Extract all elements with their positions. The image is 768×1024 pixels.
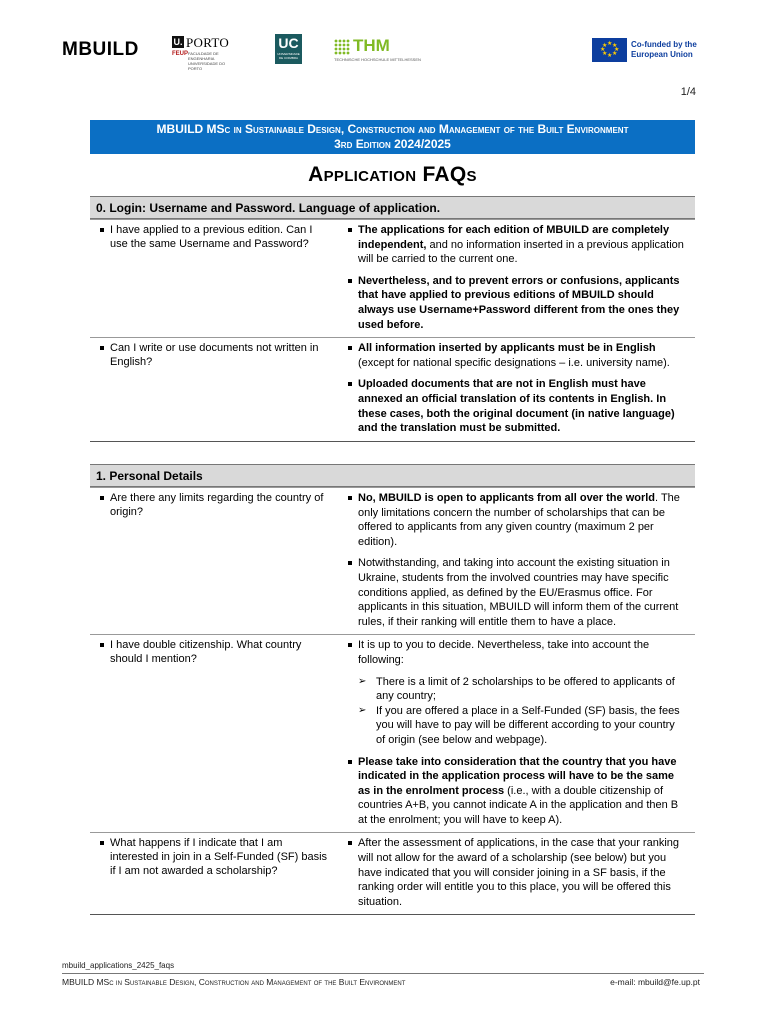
- answer-text: and no information inserted in a previous application will be carried to the current one.: [358, 238, 684, 266]
- answer-bold: Please take into consideration that the country that you have indicated in the application process will have to be the same as in the enrolment process: [358, 755, 677, 797]
- answer-item: [344, 223, 687, 267]
- arrow-bullet-icon: ➢: [358, 704, 367, 716]
- answer-bold: No, MBUILD is open to applicants from all over the world: [358, 492, 656, 504]
- program-banner: [90, 120, 695, 154]
- answer-bold: Nevertheless, and to prevent errors or confusions, applicants that have applied to previous editions of MBUILD should always use Username+Password different from the ones they used before.: [358, 274, 680, 331]
- table-row: [90, 337, 695, 441]
- section-heading: 0. Login: Username and Password. Language of application.: [90, 196, 695, 219]
- answer-cell: [338, 338, 695, 441]
- question-text: What happens if I indicate that I am interested in join in a Self-Funded (SF) basis if I am not awarded a scholarship?: [96, 836, 332, 878]
- page-number: 1/4: [680, 86, 696, 98]
- footer-email: e-mail: mbuild@fe.up.pt: [610, 977, 700, 987]
- table-row: [90, 487, 695, 634]
- uc-text: UC: [278, 35, 299, 51]
- answer-cell: [338, 635, 695, 832]
- answer-item: [344, 341, 687, 370]
- thm-text: THM: [353, 36, 390, 55]
- sub-item-text: If you are offered a place in a Self-Funded (SF) basis, the fees you will have to pay will be different according to your country of origin (see below and webpage).: [376, 704, 680, 746]
- eu-line1: Co-funded by the: [631, 40, 697, 49]
- answer-bold: All information inserted by applicants must be in English: [358, 342, 656, 355]
- question-text: I have applied to a previous edition. Can I use the same Username and Password?: [96, 223, 332, 251]
- table-row: [90, 634, 695, 832]
- footer-program-name: MBUILD MSc in Sustainable Design, Construction and Management of the Built Environment: [62, 977, 406, 987]
- uc-subtitle: UNIVERSIDADE DE COIMBRA: [277, 52, 300, 60]
- answer-item: [344, 755, 687, 828]
- arrow-bullet-icon: ➢: [358, 675, 367, 687]
- answer-item: After the assessment of applications, in the case that your ranking will not allow for the award of a scholarship (see below) but you have indicated that you will consider joining in a SF basis, if the ranking order will entitle you to this place, you will be offered this situation.: [344, 836, 687, 909]
- sub-list-item: [344, 675, 687, 704]
- thm-subtitle: TECHNISCHE HOCHSCHULE MITTELHESSEN: [334, 57, 421, 62]
- banner-line1: MBUILD MSc in Sustainable Design, Construction and Management of the Built Environment: [156, 122, 629, 136]
- question-cell: [90, 833, 338, 914]
- uporto-mark: U.: [173, 37, 183, 47]
- answer-text: (i.e., with a double citizenship of countries A+B, you cannot indicate A in the application and then B at the enrolment; you will have to keep A).: [358, 784, 679, 826]
- answer-bold: The applications for each edition of MBUILD are completely independent,: [358, 224, 670, 251]
- uporto-text: PORTO: [186, 35, 230, 50]
- answer-item: [344, 377, 687, 435]
- answer-text: It is up to you to decide. Nevertheless, take into account the following:: [358, 639, 650, 666]
- eu-line2: European Union: [631, 50, 693, 59]
- question-cell: [90, 338, 338, 441]
- question-cell: [90, 220, 338, 337]
- sub-list-item: [344, 704, 687, 748]
- answer-cell: [338, 220, 695, 337]
- eu-cofunded-logo: [592, 38, 702, 64]
- answer-item: [344, 491, 687, 549]
- thm-logo: [334, 36, 421, 65]
- answer-text: . The only limitations concern the number of scholarships that can be offered to applicants from any given country (maximum 2 per edition).: [358, 492, 680, 548]
- logo-bar: [62, 34, 702, 71]
- page-title: Application FAQs: [308, 163, 477, 186]
- question-text: Are there any limits regarding the country of origin?: [96, 491, 332, 519]
- table-row: [90, 832, 695, 914]
- uc-logo: [275, 34, 302, 64]
- banner-line2: 3rd Edition 2024/2025: [334, 137, 451, 151]
- mbuild-logo: MBUILD: [62, 39, 139, 60]
- answer-bold: Uploaded documents that are not in English must have annexed an official translation of its contents in English. In these cases, both the original document (in native language) and the translation must be submitted.: [358, 378, 675, 435]
- answer-cell: [338, 833, 695, 914]
- question-text: Can I write or use documents not written in English?: [96, 341, 332, 369]
- question-text: I have double citizenship. What country should I mention?: [96, 638, 332, 666]
- file-name: mbuild_applications_2425_faqs: [62, 961, 175, 970]
- answer-cell: [338, 488, 695, 634]
- faq-table-login: [90, 196, 695, 442]
- question-cell: [90, 635, 338, 832]
- section-heading: 1. Personal Details: [90, 464, 695, 487]
- sub-item-text: There is a limit of 2 scholarships to be offered to applicants of any country;: [376, 675, 675, 703]
- faq-table-personal: [90, 464, 695, 915]
- answer-text: (except for national specific designations – i.e. university name).: [358, 356, 670, 369]
- question-cell: [90, 488, 338, 634]
- eu-flag-icon: ★ ★ ★ ★ ★ ★ ★ ★: [592, 38, 627, 62]
- footer-divider: [62, 973, 704, 974]
- thm-dots-icon: [334, 39, 350, 55]
- answer-item: [344, 274, 687, 332]
- answer-item: [344, 638, 687, 667]
- feup-text: FEUP: [172, 51, 189, 57]
- table-row: [90, 219, 695, 337]
- uporto-feup-logo: [172, 35, 242, 71]
- eu-text: [631, 40, 697, 60]
- answer-item: Notwithstanding, and taking into account the existing situation in Ukraine, students from the involved countries may have specific conditions applied, as defined by the EU/Erasmus office. For applicants in this situation, MBUILD will inform them of the current rules, if their ranking will entitle them to have a place.: [344, 556, 687, 629]
- feup-subtitle: FACULDADE DE ENGENHARIA UNIVERSIDADE DO PORTO: [188, 51, 226, 71]
